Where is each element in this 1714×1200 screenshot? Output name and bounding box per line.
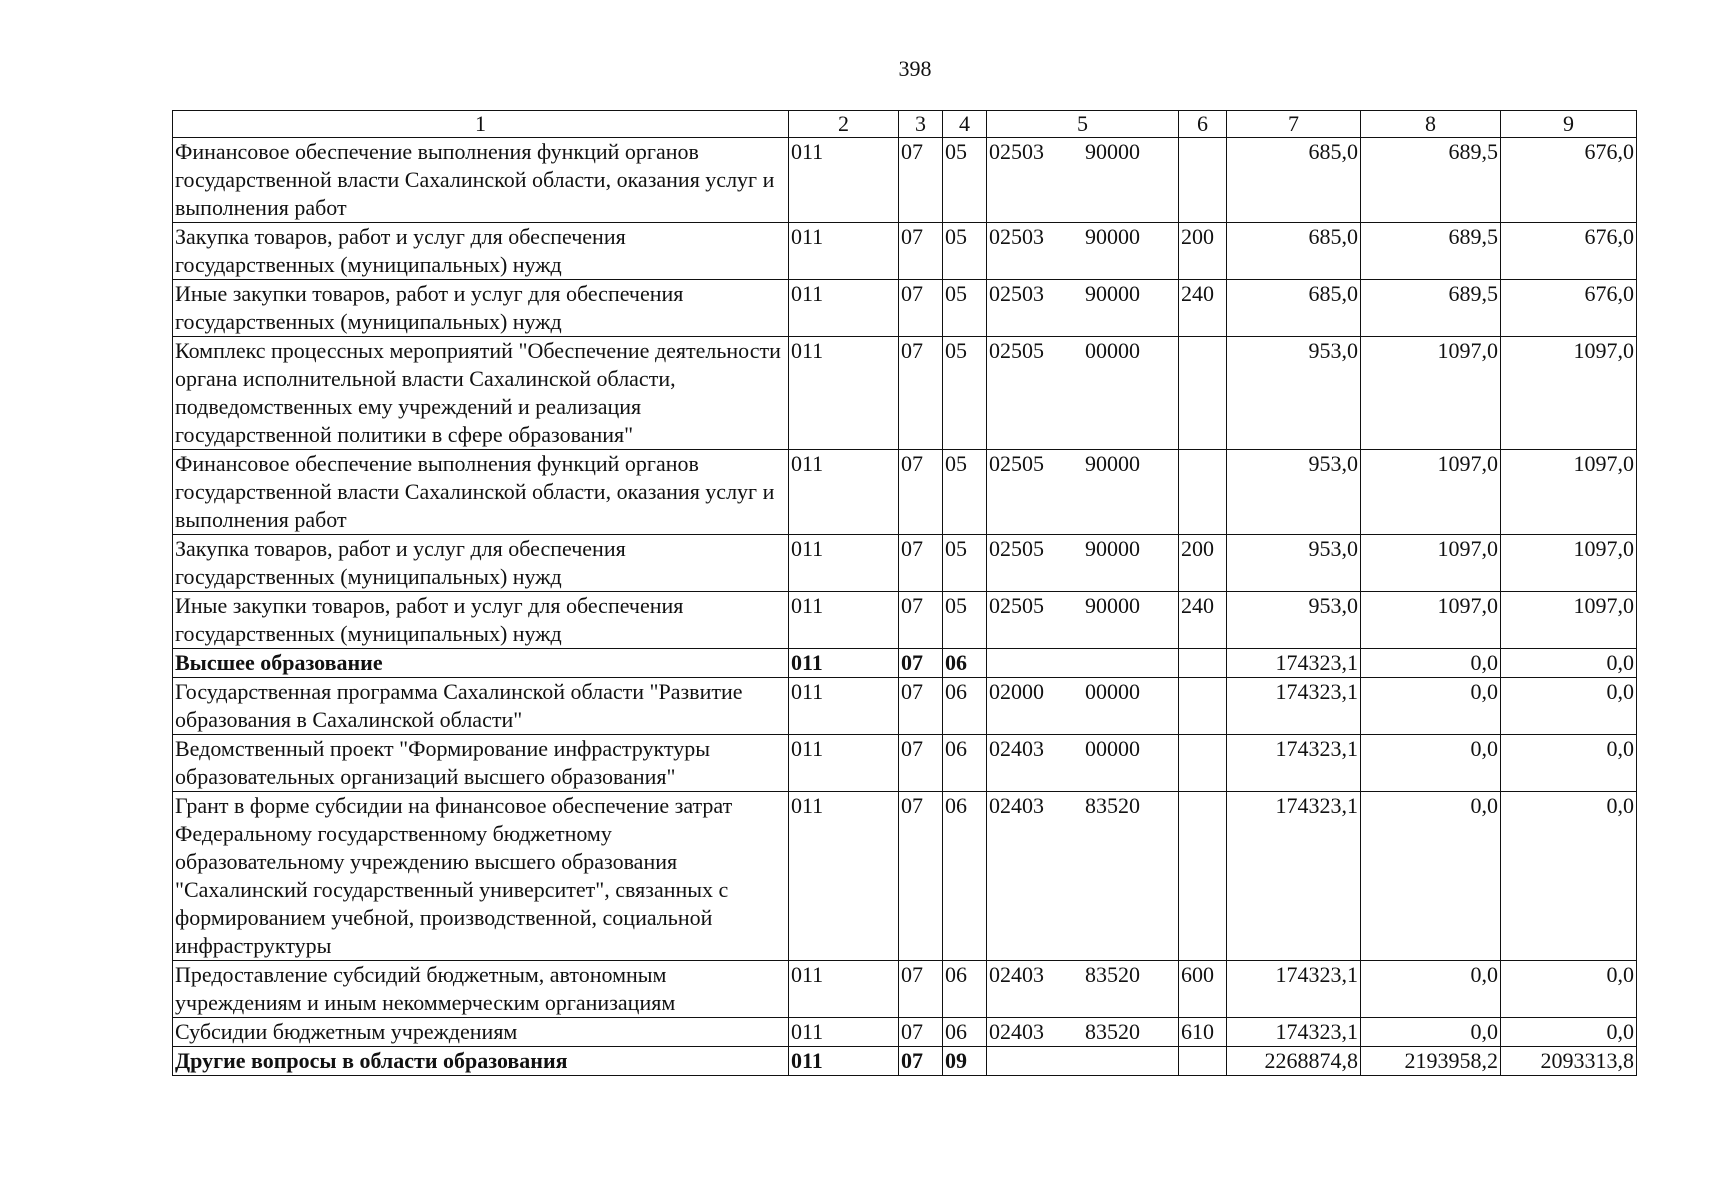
amount-year-1: 953,0 [1227,337,1361,450]
ministry-code: 011 [789,792,899,961]
expense-type-code [1179,337,1227,450]
target-article-code [987,280,1179,337]
row-description: Ведомственный проект "Формирование инфраструктуры образовательных организаций высшего образования" [173,735,789,792]
subsection-code: 06 [943,735,987,792]
amount-year-3: 676,0 [1501,223,1637,280]
amount-year-1: 685,0 [1227,138,1361,223]
expense-type-code: 240 [1179,592,1227,649]
section-code: 07 [899,961,943,1018]
table-row [173,138,1637,223]
expense-type-code [1179,678,1227,735]
target-article-code [987,1047,1179,1076]
target-article-code [987,138,1179,223]
table-row [173,337,1637,450]
header-cell: 4 [943,111,987,138]
target-article-code [987,735,1179,792]
section-code: 07 [899,223,943,280]
target-article-direction: 00000 [1085,338,1140,363]
target-article-direction: 90000 [1085,139,1140,164]
row-description: Комплекс процессных мероприятий "Обеспечение деятельности органа исполнительной власти Сахалинской области, подведомственных ему учреждений и реализация государственной политики в сфере образования" [173,337,789,450]
ministry-code: 011 [789,450,899,535]
table-row [173,223,1637,280]
target-article-program: 02505 [989,338,1044,363]
subsection-code: 06 [943,1018,987,1047]
target-article-code [987,1018,1179,1047]
target-article-direction: 00000 [1085,679,1140,704]
table-row [173,592,1637,649]
expense-type-code [1179,649,1227,678]
ministry-code: 011 [789,138,899,223]
subsection-code: 06 [943,678,987,735]
row-description: Финансовое обеспечение выполнения функций органов государственной власти Сахалинской области, оказания услуг и выполнения работ [173,138,789,223]
amount-year-2: 0,0 [1361,649,1501,678]
amount-year-3: 1097,0 [1501,535,1637,592]
section-code: 07 [899,735,943,792]
target-article-direction: 90000 [1085,451,1140,476]
ministry-code: 011 [789,535,899,592]
table-row [173,535,1637,592]
target-article-code [987,649,1179,678]
row-description: Грант в форме субсидии на финансовое обеспечение затрат Федеральному государственному бюджетному образовательному учреждению высшего образования "Сахалинский государственный университет", связанных с формированием учебной, производственной, социальной инфраструктуры [173,792,789,961]
section-code: 07 [899,535,943,592]
row-description: Иные закупки товаров, работ и услуг для обеспечения государственных (муниципальных) нужд [173,592,789,649]
amount-year-3: 0,0 [1501,961,1637,1018]
table-row [173,649,1637,678]
target-article-program: 02505 [989,536,1044,561]
row-description: Высшее образование [173,649,789,678]
row-description: Предоставление субсидий бюджетным, автономным учреждениям и иным некоммерческим организациям [173,961,789,1018]
ministry-code: 011 [789,337,899,450]
subsection-code: 09 [943,1047,987,1076]
amount-year-3: 1097,0 [1501,450,1637,535]
amount-year-2: 0,0 [1361,735,1501,792]
expense-type-code [1179,1047,1227,1076]
target-article-code [987,678,1179,735]
amount-year-3: 0,0 [1501,792,1637,961]
expense-type-code [1179,450,1227,535]
amount-year-2: 1097,0 [1361,592,1501,649]
subsection-code: 05 [943,337,987,450]
section-code: 07 [899,1018,943,1047]
table-row [173,1047,1637,1076]
ministry-code: 011 [789,649,899,678]
budget-table [172,110,1637,1076]
table-row [173,792,1637,961]
section-code: 07 [899,450,943,535]
amount-year-1: 174323,1 [1227,678,1361,735]
subsection-code: 05 [943,535,987,592]
row-description: Другие вопросы в области образования [173,1047,789,1076]
amount-year-3: 2093313,8 [1501,1047,1637,1076]
amount-year-1: 685,0 [1227,280,1361,337]
target-article-program: 02000 [989,679,1044,704]
expense-type-code: 600 [1179,961,1227,1018]
subsection-code: 06 [943,649,987,678]
target-article-program: 02403 [989,962,1044,987]
amount-year-2: 1097,0 [1361,337,1501,450]
table-row [173,280,1637,337]
subsection-code: 06 [943,961,987,1018]
table-row [173,961,1637,1018]
amount-year-2: 689,5 [1361,138,1501,223]
ministry-code: 011 [789,592,899,649]
header-cell: 5 [987,111,1179,138]
header-cell: 8 [1361,111,1501,138]
target-article-code [987,592,1179,649]
section-code: 07 [899,337,943,450]
row-description: Субсидии бюджетным учреждениям [173,1018,789,1047]
target-article-direction: 83520 [1085,962,1140,987]
expense-type-code [1179,138,1227,223]
expense-type-code: 200 [1179,535,1227,592]
amount-year-2: 1097,0 [1361,450,1501,535]
subsection-code: 05 [943,592,987,649]
ministry-code: 011 [789,223,899,280]
amount-year-1: 174323,1 [1227,792,1361,961]
target-article-code [987,535,1179,592]
amount-year-3: 1097,0 [1501,337,1637,450]
target-article-direction: 83520 [1085,1019,1140,1044]
amount-year-2: 1097,0 [1361,535,1501,592]
subsection-code: 06 [943,792,987,961]
target-article-program: 02503 [989,139,1044,164]
ministry-code: 011 [789,1047,899,1076]
row-description: Закупка товаров, работ и услуг для обеспечения государственных (муниципальных) нужд [173,223,789,280]
amount-year-1: 174323,1 [1227,961,1361,1018]
target-article-program: 02503 [989,281,1044,306]
expense-type-code [1179,792,1227,961]
header-cell: 3 [899,111,943,138]
amount-year-1: 174323,1 [1227,1018,1361,1047]
target-article-direction: 90000 [1085,593,1140,618]
amount-year-2: 2193958,2 [1361,1047,1501,1076]
amount-year-3: 0,0 [1501,678,1637,735]
amount-year-3: 676,0 [1501,280,1637,337]
amount-year-2: 0,0 [1361,1018,1501,1047]
target-article-program: 02505 [989,451,1044,476]
target-article-code [987,223,1179,280]
row-description: Закупка товаров, работ и услуг для обеспечения государственных (муниципальных) нужд [173,535,789,592]
target-article-program: 02403 [989,736,1044,761]
expense-type-code: 240 [1179,280,1227,337]
header-cell: 1 [173,111,789,138]
amount-year-3: 0,0 [1501,649,1637,678]
amount-year-2: 689,5 [1361,280,1501,337]
header-cell: 6 [1179,111,1227,138]
section-code: 07 [899,280,943,337]
amount-year-2: 0,0 [1361,678,1501,735]
section-code: 07 [899,792,943,961]
expense-type-code: 610 [1179,1018,1227,1047]
amount-year-1: 174323,1 [1227,735,1361,792]
table-row [173,735,1637,792]
amount-year-3: 676,0 [1501,138,1637,223]
subsection-code: 05 [943,450,987,535]
target-article-code [987,337,1179,450]
subsection-code: 05 [943,138,987,223]
expense-type-code: 200 [1179,223,1227,280]
target-article-program: 02505 [989,593,1044,618]
section-code: 07 [899,592,943,649]
amount-year-1: 685,0 [1227,223,1361,280]
section-code: 07 [899,678,943,735]
target-article-direction: 90000 [1085,536,1140,561]
header-cell: 2 [789,111,899,138]
page-number: 398 [898,56,932,81]
section-code: 07 [899,138,943,223]
row-description: Финансовое обеспечение выполнения функций органов государственной власти Сахалинской области, оказания услуг и выполнения работ [173,450,789,535]
amount-year-1: 953,0 [1227,535,1361,592]
expense-type-code [1179,735,1227,792]
amount-year-1: 174323,1 [1227,649,1361,678]
subsection-code: 05 [943,280,987,337]
amount-year-1: 2268874,8 [1227,1047,1361,1076]
amount-year-2: 0,0 [1361,961,1501,1018]
amount-year-2: 689,5 [1361,223,1501,280]
target-article-code [987,961,1179,1018]
section-code: 07 [899,1047,943,1076]
ministry-code: 011 [789,280,899,337]
target-article-direction: 90000 [1085,281,1140,306]
ministry-code: 011 [789,678,899,735]
table-row [173,1018,1637,1047]
header-cell: 9 [1501,111,1637,138]
amount-year-3: 0,0 [1501,1018,1637,1047]
header-row [173,111,1637,138]
target-article-program: 02403 [989,793,1044,818]
target-article-code [987,792,1179,961]
amount-year-3: 0,0 [1501,735,1637,792]
table-row [173,678,1637,735]
target-article-program: 02403 [989,1019,1044,1044]
target-article-code [987,450,1179,535]
row-description: Государственная программа Сахалинской области "Развитие образования в Сахалинской области" [173,678,789,735]
table-row [173,450,1637,535]
ministry-code: 011 [789,1018,899,1047]
subsection-code: 05 [943,223,987,280]
amount-year-1: 953,0 [1227,450,1361,535]
amount-year-2: 0,0 [1361,792,1501,961]
target-article-program: 02503 [989,224,1044,249]
target-article-direction: 83520 [1085,793,1140,818]
row-description: Иные закупки товаров, работ и услуг для обеспечения государственных (муниципальных) нужд [173,280,789,337]
amount-year-3: 1097,0 [1501,592,1637,649]
amount-year-1: 953,0 [1227,592,1361,649]
ministry-code: 011 [789,735,899,792]
target-article-direction: 90000 [1085,224,1140,249]
ministry-code: 011 [789,961,899,1018]
section-code: 07 [899,649,943,678]
header-cell: 7 [1227,111,1361,138]
target-article-direction: 00000 [1085,736,1140,761]
